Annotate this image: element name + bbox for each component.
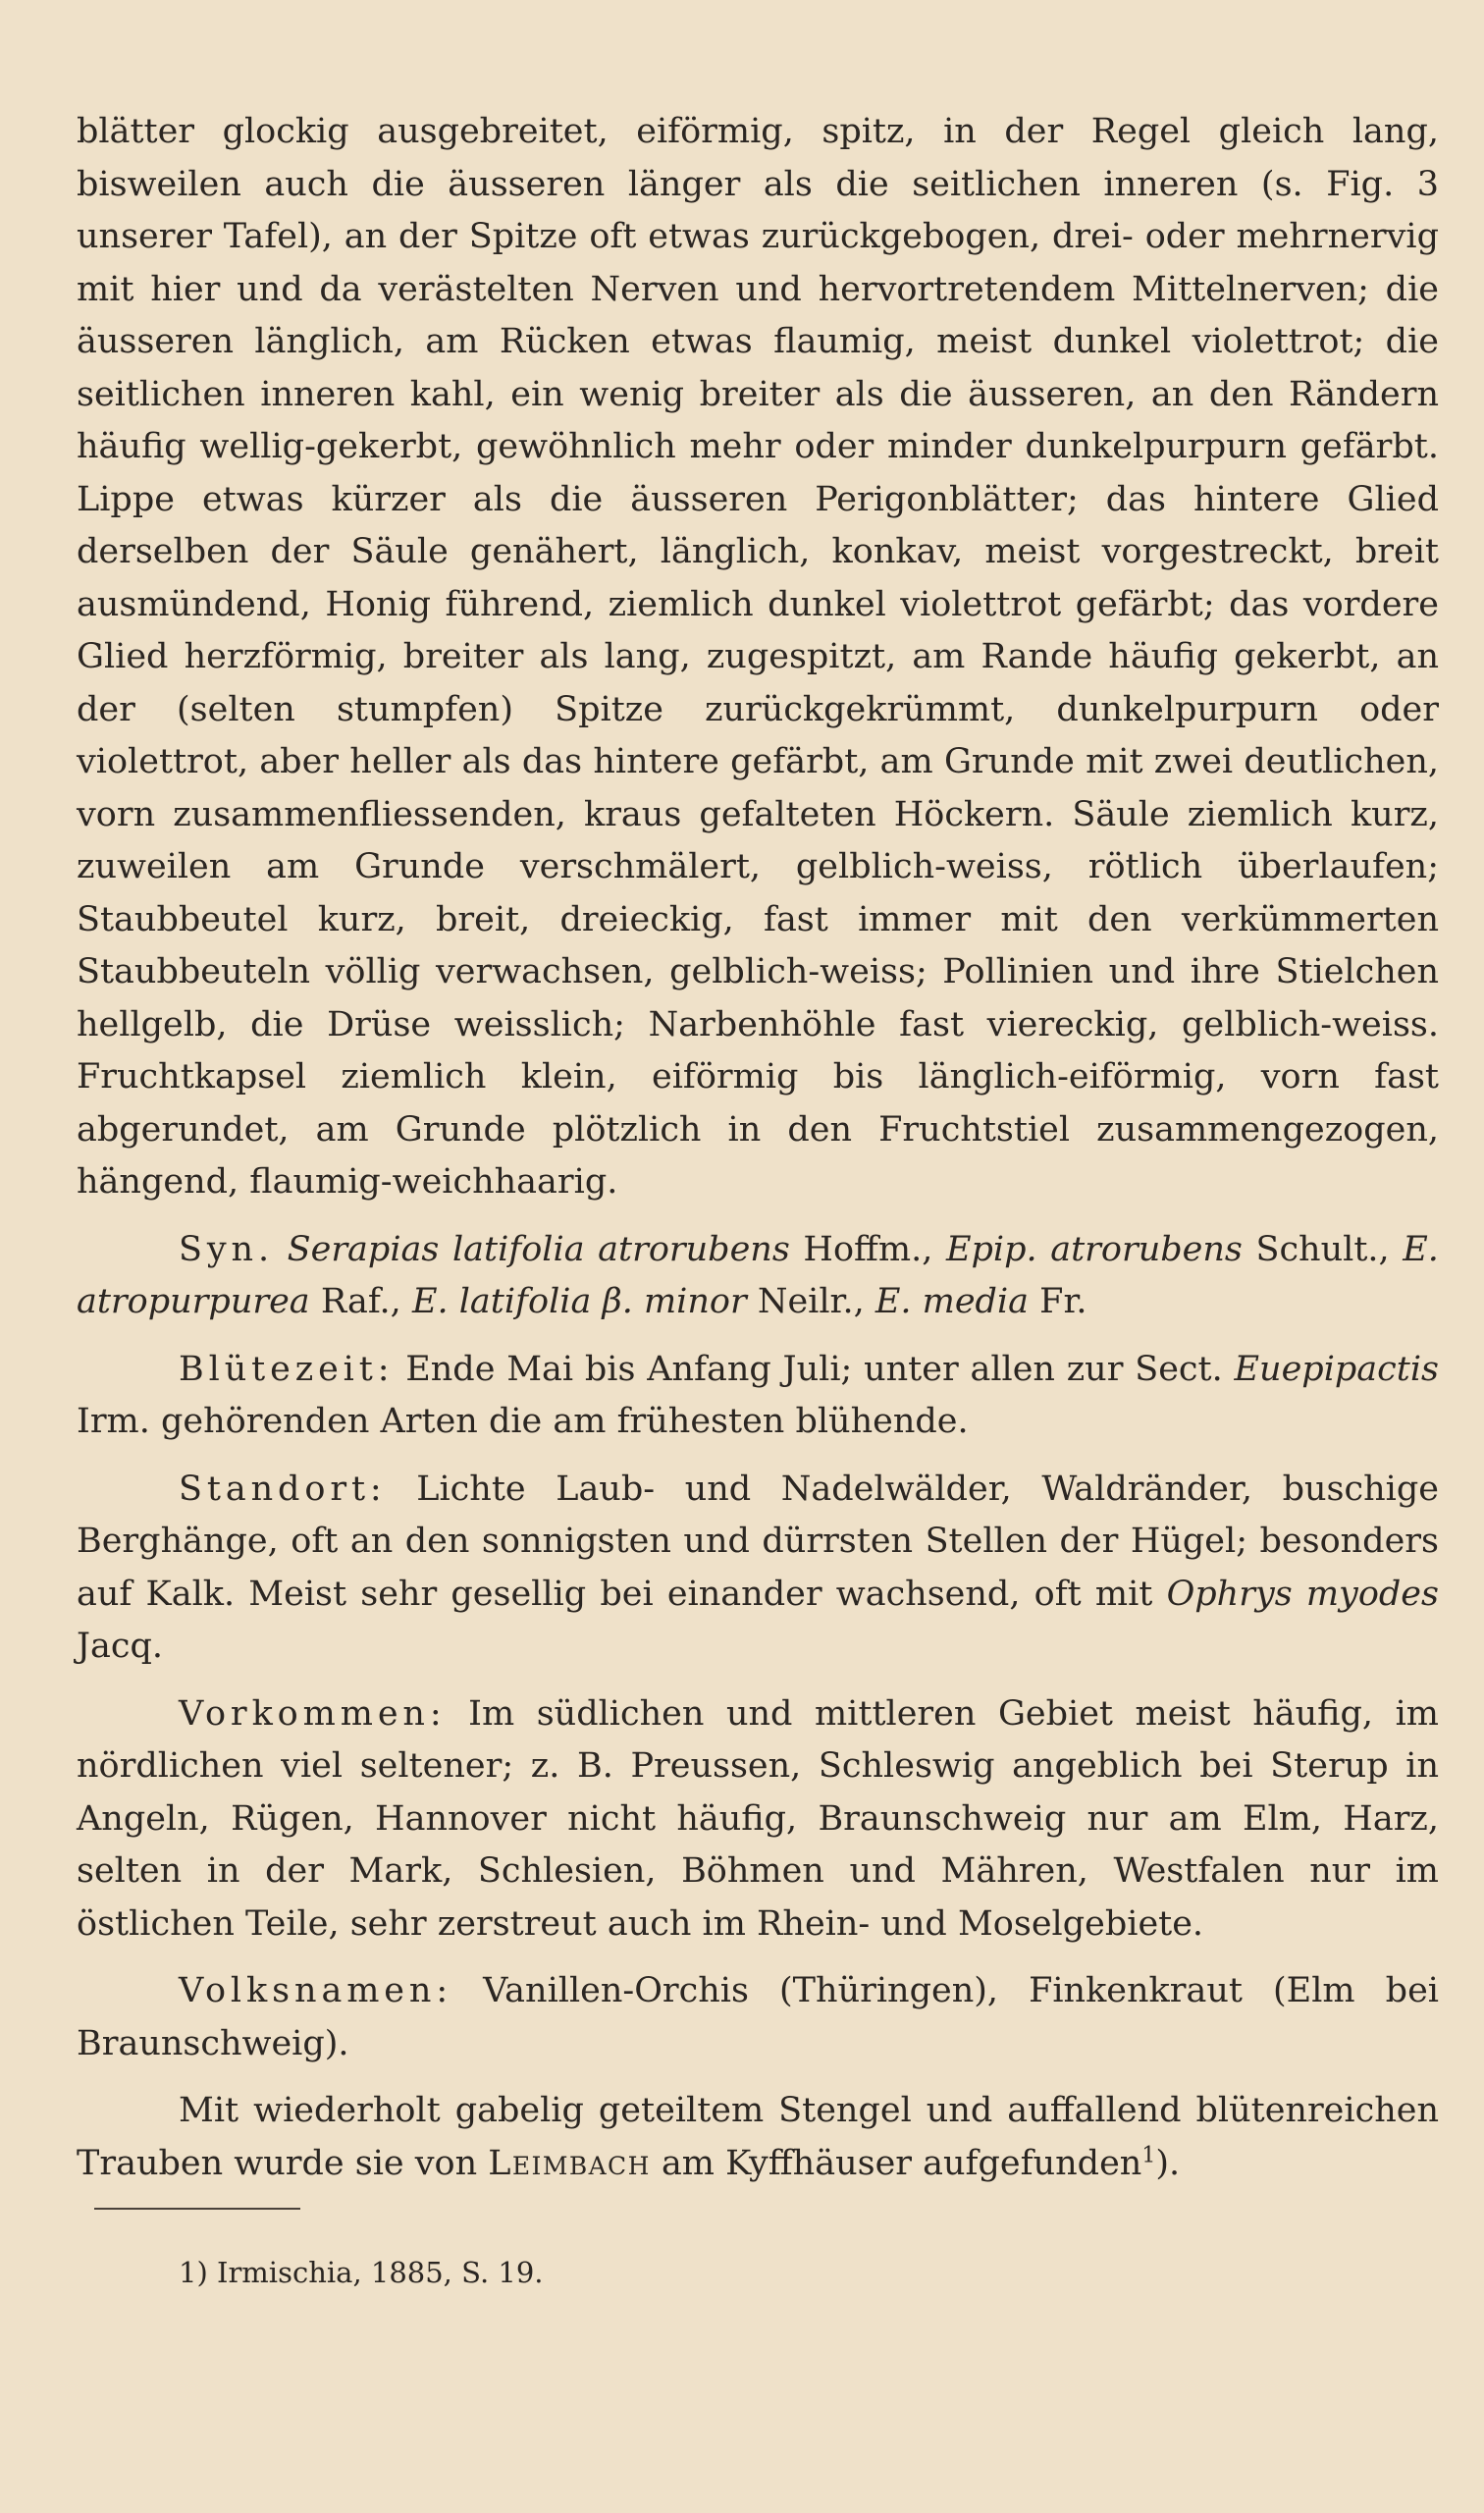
syn-author-2: Schult., bbox=[1255, 1229, 1390, 1269]
syn-name-5: E. media bbox=[874, 1282, 1030, 1321]
footnote-ref: 1 bbox=[1141, 2142, 1156, 2167]
syn-name-4: E. latifolia β. minor bbox=[411, 1282, 747, 1321]
syn-author-3: Raf., bbox=[320, 1282, 401, 1321]
syn-name-1: Serapias latifolia atrorubens bbox=[287, 1229, 790, 1269]
leimbach-paragraph bbox=[77, 2085, 1439, 2190]
volksnamen-text: Vanillen-Orchis (Thüringen), Finkenkraut (Elm bei Braunschweig). bbox=[77, 1971, 1439, 2063]
vorkommen-label: Vorkommen: bbox=[179, 1693, 447, 1734]
leimbach-text-2: am Kyffhäuser aufgefunden bbox=[661, 2143, 1142, 2183]
leimbach-name: Leimbach bbox=[488, 2143, 651, 2183]
syn-name-2: Epip. atrorubens bbox=[945, 1229, 1243, 1269]
syn-name-3: E. atropurpurea bbox=[77, 1229, 1439, 1321]
volksnamen-paragraph bbox=[77, 1965, 1439, 2070]
footnote-rule bbox=[94, 2208, 300, 2210]
bluetezeit-text-2: Irm. gehörenden Arten die am frühesten blühende. bbox=[77, 1402, 969, 1441]
standort-species: Ophrys myodes bbox=[1166, 1574, 1439, 1614]
vorkommen-paragraph bbox=[77, 1688, 1439, 1952]
bluetezeit-genus: Euepipactis bbox=[1234, 1349, 1439, 1389]
standort-label: Standort: bbox=[179, 1469, 387, 1509]
synonyms-paragraph bbox=[77, 1224, 1439, 1329]
bluetezeit-text-1: Ende Mai bis Anfang Juli; unter allen zur Sect. bbox=[405, 1349, 1223, 1389]
syn-author-5: Fr. bbox=[1039, 1282, 1087, 1321]
page-body bbox=[77, 106, 1439, 2292]
description-paragraph: blätter glockig ausgebreitet, eiförmig, spitz, in der Regel gleich lang, bisweilen auch die äusseren länger als die seitlichen inneren (s. Fig. 3 unserer Tafel), an der Spitze oft etwas zurückgebogen, drei- oder mehrnervig mit hier und da verästelten Nerven und hervortretendem Mittelnerven; die äusseren länglich, am Rücken etwas flaumig, meist dunkel violettrot; die seitlichen inneren kahl, ein wenig breiter als die äusseren, an den Rändern häufig wellig-gekerbt, gewöhnlich mehr oder minder dunkelpurpurn gefärbt. Lippe etwas kürzer als die äusseren Perigonblätter; das hintere Glied derselben der Säule genähert, länglich, konkav, meist vorgestreckt, breit ausmündend, Honig führend, ziemlich dunkel violettrot gefärbt; das vordere Glied herzförmig, breiter als lang, zugespitzt, am Rande häufig gekerbt, an der (selten stumpfen) Spitze zurückgekrümmt, dunkelpurpurn oder violettrot, aber heller als das hintere gefärbt, am Grunde mit zwei deutlichen, vorn zusammenfliessenden, kraus gefalteten Höckern. Säule ziemlich kurz, zuweilen am Grunde verschmälert, gelblich-weiss, rötlich überlaufen; Staubbeutel kurz, breit, dreieckig, fast immer mit den verkümmerten Staubbeuteln völlig verwachsen, gelblich-weiss; Pollinien und ihre Stielchen hellgelb, die Drüse weisslich; Narbenhöhle fast viereckig, gelblich-weiss. Fruchtkapsel ziemlich klein, eiförmig bis länglich-eiförmig, vorn fast abgerundet, am Grunde plötzlich in den Fruchtstiel zusammengezogen, hängend, flaumig-weichhaarig. bbox=[77, 112, 1439, 1202]
standort-text-1: Lichte Laub- und Nadelwälder, Waldränder, buschige Berghänge, oft an den sonnigsten und dürrsten Stellen der Hügel; besonders auf Kalk. Meist sehr gesellig bei einander wachsend, oft mit bbox=[77, 1469, 1439, 1614]
syn-label: Syn. bbox=[179, 1229, 275, 1269]
bluetezeit-label: Blütezeit: bbox=[179, 1349, 395, 1389]
vorkommen-text: Im südlichen und mittleren Gebiet meist häufig, im nördlichen viel seltener; z. B. Preussen, Schleswig angeblich bei Sterup in Angeln, Rügen, Hannover nicht häufig, Braunschweig nur am Elm, Harz, selten in der Mark, Schlesien, Böhmen und Mähren, Westfalen nur im östlichen Teile, sehr zerstreut auch im Rhein- und Moselgebiete. bbox=[77, 1693, 1439, 1944]
leimbach-text-3: ). bbox=[1155, 2143, 1181, 2183]
standort-paragraph bbox=[77, 1464, 1439, 1674]
volksnamen-label: Volksnamen: bbox=[179, 1971, 453, 2010]
standort-text-2: Jacq. bbox=[77, 1627, 164, 1666]
syn-author-1: Hoffm., bbox=[803, 1229, 933, 1269]
footnote: 1) Irmischia, 1885, S. 19. bbox=[179, 2256, 544, 2289]
leimbach-text-1: Mit wiederholt gabelig geteiltem Stengel und auffallend blütenreichen Trauben wurde sie von bbox=[77, 2091, 1439, 2183]
bluetezeit-paragraph bbox=[77, 1344, 1439, 1449]
syn-author-4: Neilr., bbox=[757, 1282, 865, 1321]
